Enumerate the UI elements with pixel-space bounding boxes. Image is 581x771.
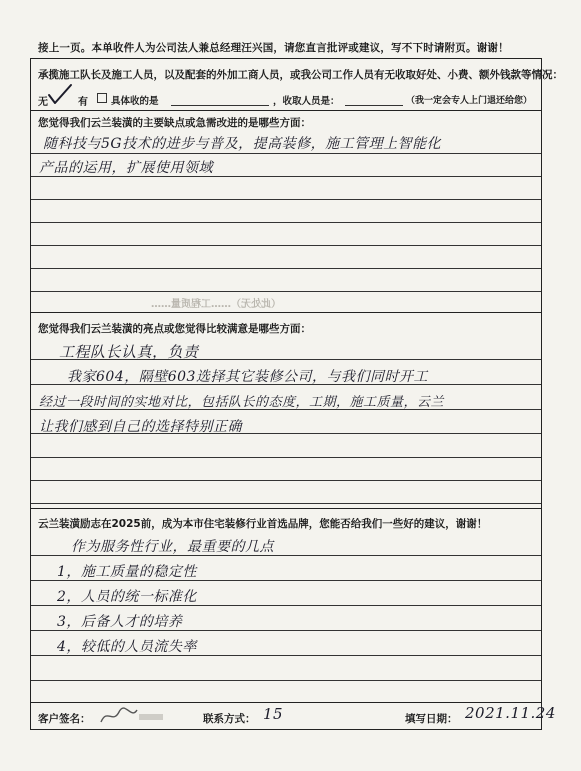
question-shortcomings: 您觉得我们云兰装潢的主要缺点或急需改进的是哪些方面： xyxy=(38,117,311,129)
contact-label: 联系方式： xyxy=(203,713,256,725)
ghost-text: （此处无）……工程质量…… xyxy=(151,299,281,310)
yes-option-label: 有 xyxy=(78,97,88,108)
suggestions-answer-4: 3，后备人才的培养 xyxy=(57,614,183,630)
question-suggestions: 云兰装潢励志在2025前，成为本市住宅装修行业首选品牌，您能否给我们一些好的建议，谢谢！ xyxy=(38,518,488,530)
notice-text: 接上一页。本单收件人为公司法人兼总经理汪兴国，请您直言批评或建议，写不下时请附页。谢谢！ xyxy=(38,42,509,54)
receiver-label: ，收取人员是： xyxy=(273,96,340,107)
section-divider xyxy=(31,702,541,703)
shortcomings-answer-1: 随科技与5G技术的进步与普及，提高装修，施工管理上智能化 xyxy=(43,136,442,152)
shortcomings-answer-2: 产品的运用，扩展使用领域 xyxy=(39,160,213,176)
checkmark-icon xyxy=(47,83,73,105)
section-divider xyxy=(31,508,541,509)
highlights-answer-3: 经过一段时间的实地对比，包括队长的态度，工期，施工质量，云兰 xyxy=(39,395,445,410)
highlights-answer-4: 让我们感到自己的选择特别正确 xyxy=(39,419,242,435)
date-value: 2021.11.24 xyxy=(465,704,556,722)
contact-value: 15 xyxy=(263,705,284,723)
section-divider xyxy=(31,110,541,111)
survey-form xyxy=(30,58,563,730)
question-highlights: 您觉得我们云兰装潢的亮点或您觉得比较满意是哪些方面： xyxy=(38,323,311,335)
refund-note: （我一定会专人上门退还给您） xyxy=(406,96,533,106)
highlights-answer-1: 工程队长认真，负责 xyxy=(59,343,199,361)
receiver-blank[interactable] xyxy=(345,105,403,106)
signature-scribble-icon xyxy=(97,704,167,726)
date-label: 填写日期： xyxy=(405,713,458,725)
suggestions-answer-5: 4，较低的人员流失率 xyxy=(57,639,197,655)
suggestions-answer-3: 2，人员的统一标准化 xyxy=(57,589,197,605)
suggestions-answer-1: 作为服务性行业，最重要的几点 xyxy=(71,539,274,555)
detail-label: 具体收的是 xyxy=(111,96,159,107)
highlights-answer-2: 我家604，隔壁603选择其它装修公司，与我们同时开工 xyxy=(67,369,428,385)
suggestions-answer-2: 1，施工质量的稳定性 xyxy=(57,564,197,580)
signature-label: 客户签名： xyxy=(38,713,91,725)
no-option-label: 无 xyxy=(38,97,48,108)
detail-blank[interactable] xyxy=(171,105,269,106)
question-kickback: 承揽施工队长及施工人员，以及配套的外加工商人员，或我公司工作人员有无收取好处、小费、额外钱款等情况： xyxy=(38,69,563,81)
yes-checkbox[interactable] xyxy=(97,93,107,103)
section-divider xyxy=(31,312,541,313)
